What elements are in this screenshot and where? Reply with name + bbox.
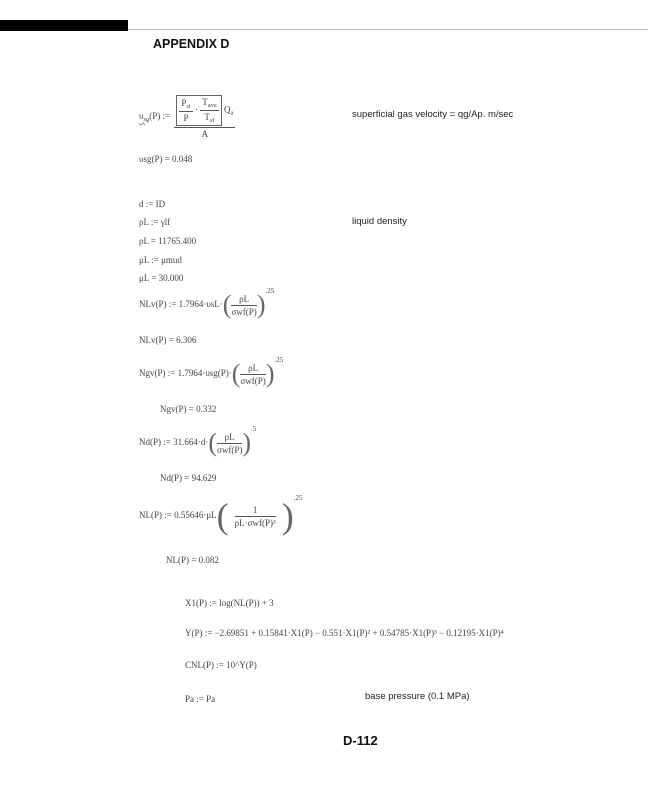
- eq-nl-definition: NL(P) := 0.55646·μL( $\frac{1}{\text{ρL·σwf(P)³}}$ )$^{.25}$: [139, 494, 303, 536]
- header-black-bar: [0, 20, 128, 31]
- eq-nlv-definition: NLv(P) := 1.7964·υsL·( $\frac{\rho L}{\text{σwf(P)}}$ )$^{.25}$: [139, 287, 275, 319]
- eq-cnl-definition: CNL(P) := 10^Y(P): [185, 660, 257, 670]
- eq-nd-definition: Nd(P) := 31.664·d·( $\frac{\rho L}{\text{σwf(P)}}$ )$^{.5}$: [139, 425, 257, 457]
- note-base-pressure: base pressure (0.1 MPa): [365, 691, 470, 702]
- eq-vsg-definition: $\upsilon_{sg}(P)$ := $\frac{P_{si}}{P}$ · $\frac{T_{ave}}{T_{sf}}$ $Q_a$ A: [139, 97, 234, 139]
- eq-y-definition: Y(P) := −2.69851 + 0.15841·X1(P) − 0.551·X1(P)² + 0.54785·X1(P)³ − 0.12195·X1(P)⁴: [185, 628, 504, 638]
- note-liquid-density: liquid density: [352, 216, 407, 227]
- eq-nlv-result: NLv(P) = 6.306: [139, 335, 197, 345]
- eq-vsg-numerator: $\frac{P_{si}}{P}$ · $\frac{T_{ave}}{T_{sf}}$ $Q_a$: [174, 95, 235, 128]
- eq-nl-result: NL(P) = 0.082: [166, 555, 219, 565]
- eq-d-definition: d := ID: [139, 199, 166, 209]
- eq-vsg-denominator: A: [201, 129, 209, 139]
- eq-mu-result: μL = 30.000: [139, 273, 184, 283]
- eq-ngv-result: Ngv(P) = 0.332: [160, 404, 217, 414]
- appendix-title: APPENDIX D: [153, 37, 230, 51]
- eq-x1-definition: X1(P) := log(NL(P)) + 3: [185, 598, 274, 608]
- eq-pa-definition: Pa := Pa: [185, 694, 216, 704]
- eq-ngv-definition: Ngv(P) := 1.7964·υsg(P)·( $\frac{\rho L}{\text{σwf(P)}}$ )$^{.25}$: [139, 356, 284, 388]
- page-number: D-112: [343, 733, 378, 748]
- eq-rho-result: ρL = 11765.400: [139, 236, 197, 246]
- header-rule: [128, 29, 648, 30]
- eq-vsg-result: υsg(P) = 0.048: [139, 154, 193, 164]
- eq-nd-result: Nd(P) = 94.629: [160, 473, 217, 483]
- note-superficial-gas-velocity: superficial gas velocity = qg/Ap. m/sec: [352, 109, 514, 120]
- eq-mu-definition: μL := μmud: [139, 255, 182, 265]
- eq-rho-definition: ρL := γlf: [139, 217, 171, 227]
